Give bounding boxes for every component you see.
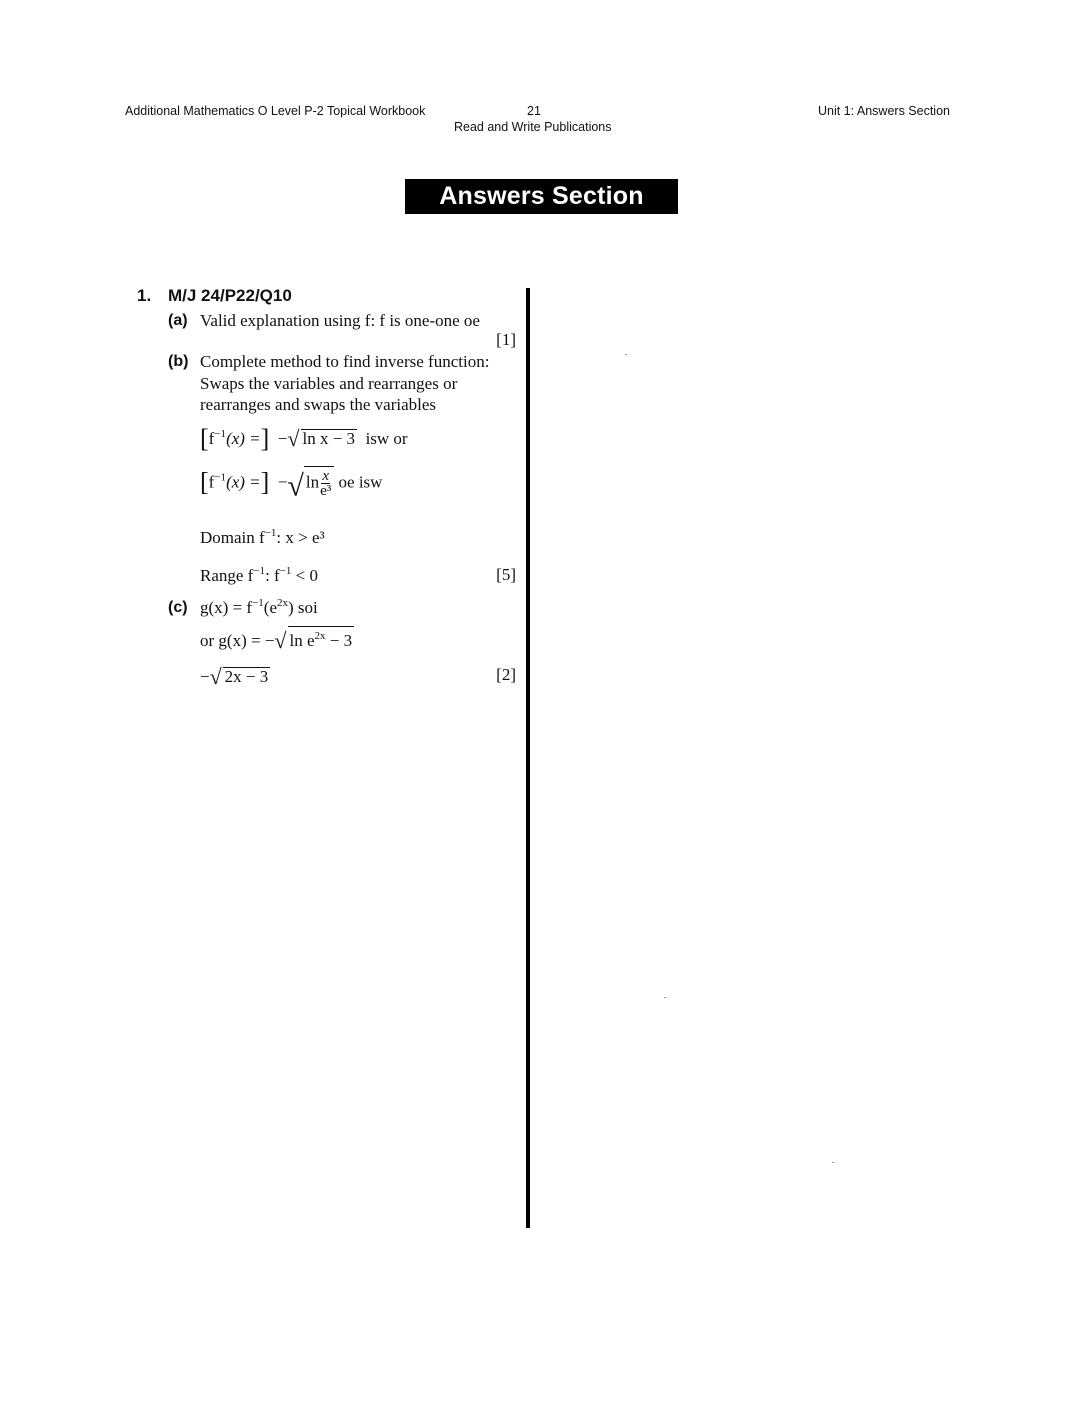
inverse-expression-1: [$f^{-1}(x)$ =] −√ ln x − 3 isw or <box>200 424 408 453</box>
inv2-f: f <box>208 472 215 492</box>
inv2-fraction <box>319 469 332 498</box>
header-page-number: 21 <box>527 104 541 118</box>
inv1-sup: −1 <box>214 428 227 440</box>
range-label: Range f <box>200 566 254 585</box>
part-c-line3: −√ 2x − 3 <box>200 664 269 689</box>
header-book-title: Additional Mathematics O Level P-2 Topical Workbook <box>125 104 426 118</box>
inv1-radicand: ln x − 3 <box>302 429 356 448</box>
c1-c: ) soi <box>288 598 318 617</box>
part-c-line1 <box>200 597 318 618</box>
c3-rad: 2x − 3 <box>224 667 269 686</box>
part-c-mark: [2] <box>496 665 516 684</box>
inv2-numerator: x <box>322 468 330 484</box>
domain-label: Domain f <box>200 528 265 547</box>
c2-sup: 2x <box>314 630 326 642</box>
part-b-line2: Swaps the variables and rearranges or <box>200 374 458 393</box>
domain-expr: : x > e³ <box>276 528 325 547</box>
c1-sup2: 2x <box>277 597 289 609</box>
range-mid: : f <box>265 566 280 585</box>
c2-rad: ln e <box>289 631 315 650</box>
part-a-text: Valid explanation using f: f is one-one oe <box>200 311 480 330</box>
domain-sup: −1 <box>264 527 277 539</box>
inv2-suffix: oe isw <box>338 472 383 492</box>
inv2-denominator: e³ <box>320 483 332 499</box>
c1-a: g(x) = f <box>200 598 253 617</box>
part-b-label: (b) <box>168 353 189 370</box>
c3-a: − <box>200 667 210 686</box>
inv2-x: (x) = <box>226 472 261 492</box>
range-sup2: −1 <box>279 565 292 577</box>
header-publisher: Read and Write Publications <box>454 120 612 134</box>
c2-a: or g(x) = − <box>200 631 275 650</box>
inverse-expression-2: [$f^{-1}(x)$ =] −√ ln $\frac{x}{\text{e³}}$ oe isw <box>200 467 383 503</box>
inv1-f: f <box>208 429 215 448</box>
part-a-label: (a) <box>168 312 188 329</box>
inv2-ln: ln <box>305 472 320 492</box>
part-c-line2: or g(x) = −√ $\ln e^{2x} - 3$ <box>200 628 353 653</box>
inv1-suffix: isw or <box>365 429 408 448</box>
part-c-label: (c) <box>168 599 188 616</box>
scan-speck <box>625 354 627 355</box>
header-unit: Unit 1: Answers Section <box>817 104 950 118</box>
question-reference: M/J 24/P22/Q10 <box>168 286 292 305</box>
question-number: 1. <box>137 286 152 305</box>
part-b-line3: rearranges and swaps the variables <box>200 395 437 414</box>
range-line <box>200 565 318 586</box>
part-a-mark: [1] <box>496 330 516 349</box>
c2-rad-end: − 3 <box>325 631 353 650</box>
range-sup: −1 <box>253 565 266 577</box>
scan-speck <box>664 997 666 998</box>
part-b-line1: Complete method to find inverse function: <box>200 352 490 371</box>
c1-b: (e <box>263 598 278 617</box>
c1-sup: −1 <box>252 597 264 609</box>
range-expr: < 0 <box>291 566 319 585</box>
part-b-mark: [5] <box>496 565 516 584</box>
inv2-sup: −1 <box>214 471 227 484</box>
column-divider <box>526 288 530 1228</box>
scan-speck <box>832 1162 834 1163</box>
domain-line <box>200 527 325 548</box>
section-title: Answers Section <box>405 179 678 214</box>
inv1-x: (x) = <box>226 429 261 448</box>
